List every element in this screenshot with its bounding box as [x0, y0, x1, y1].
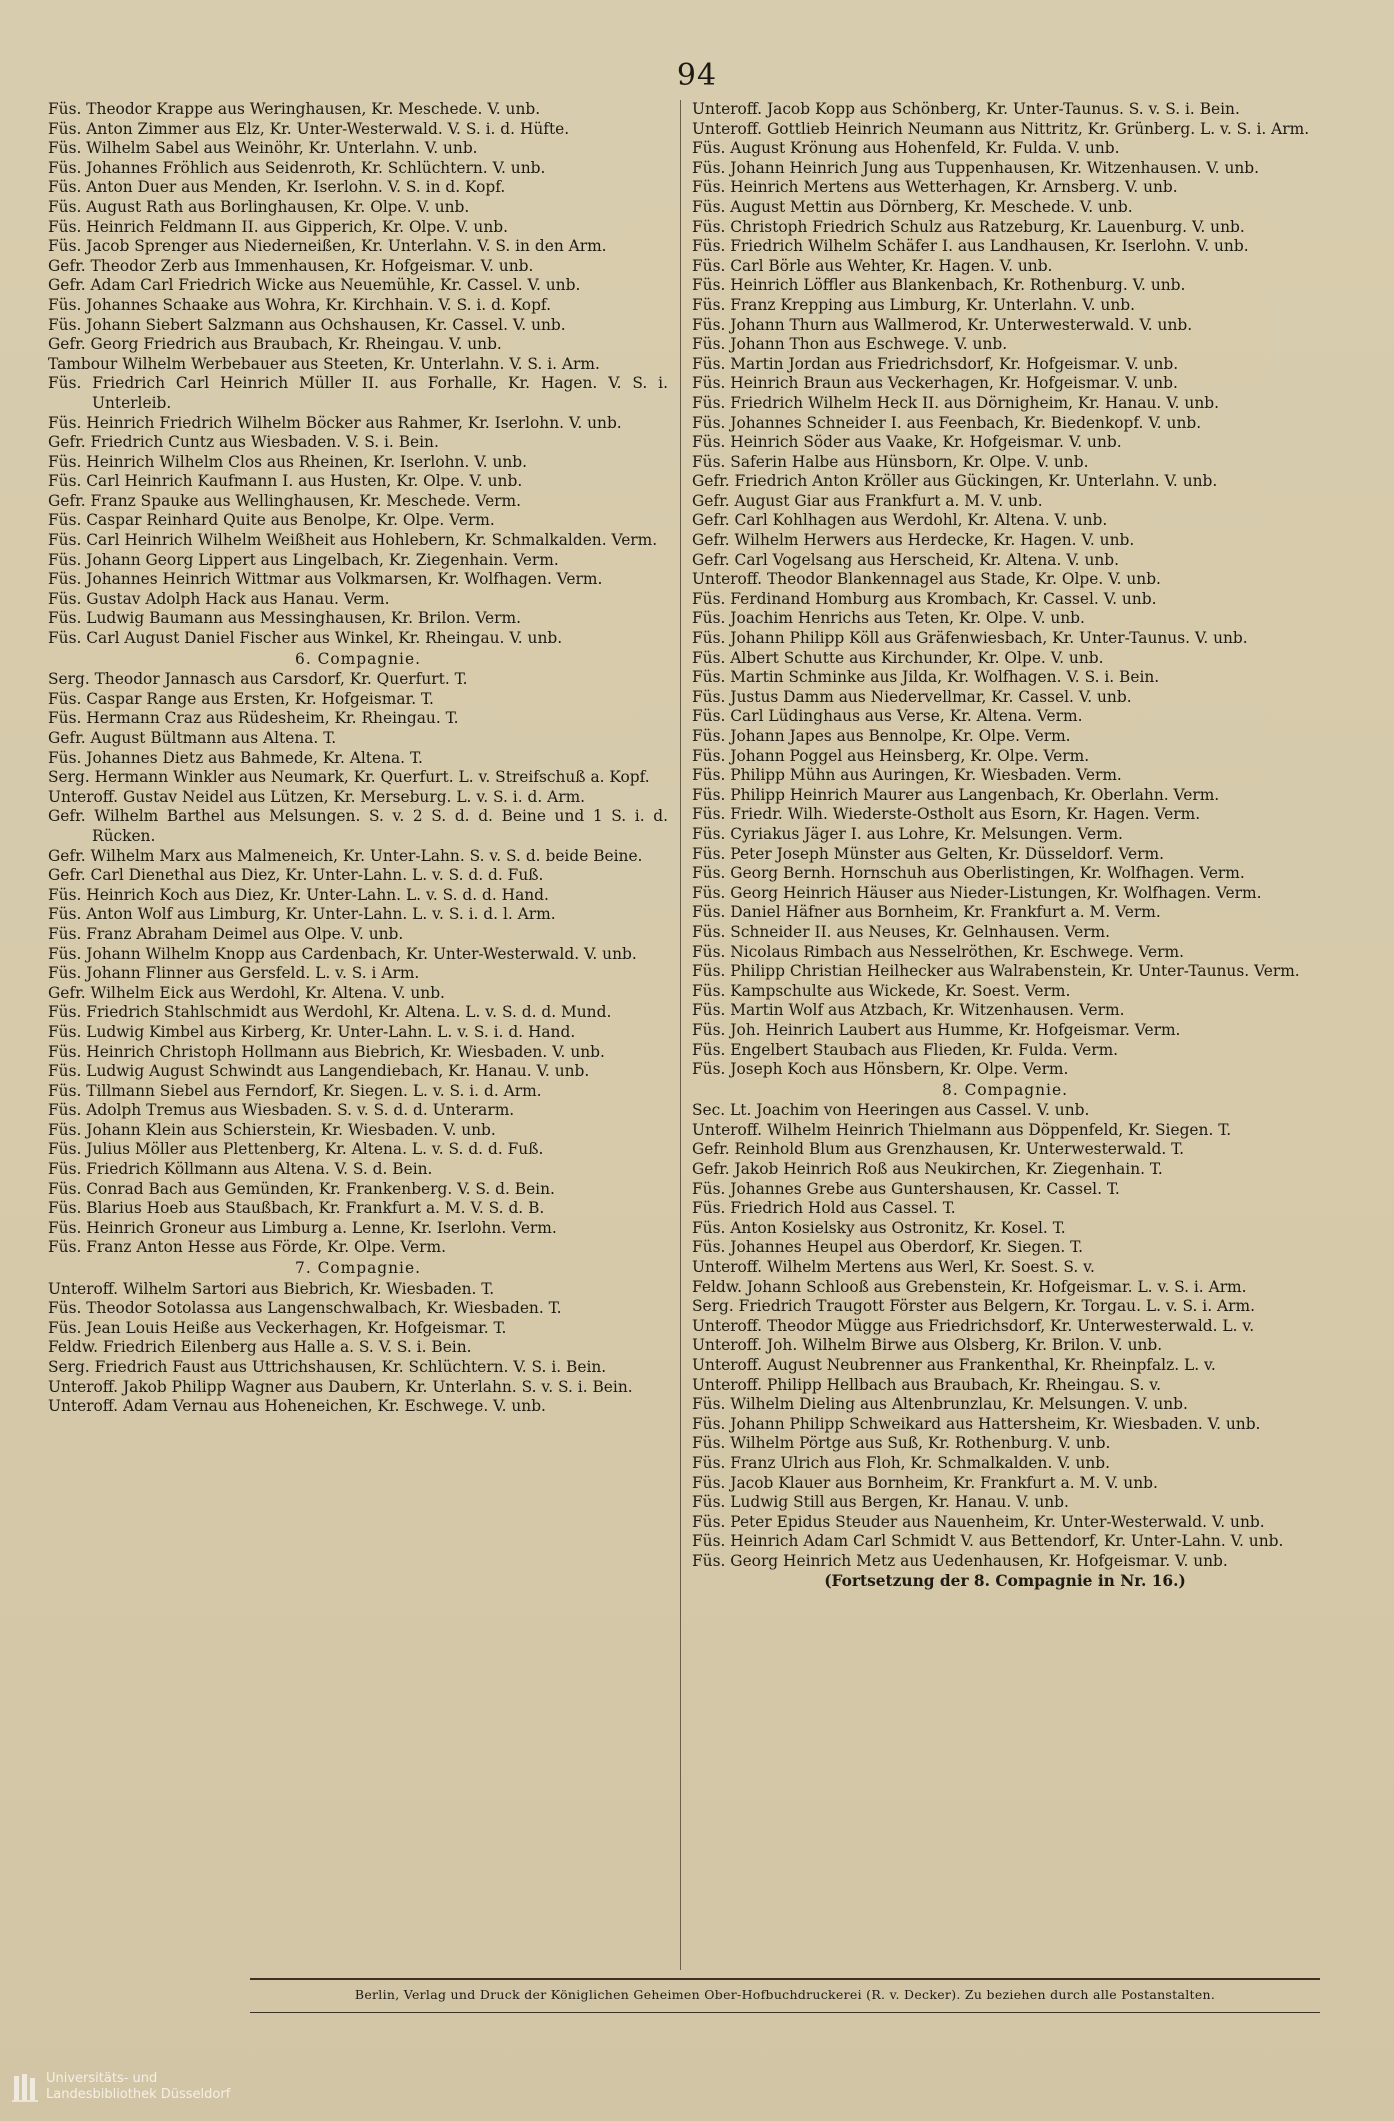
- casualty-entry: Füs. Johannes Grebe aus Guntershausen, Kr. Cassel. T.: [692, 1179, 1120, 1198]
- casualty-entry: Füs. Gustav Adolph Hack aus Hanau. Verm.: [48, 589, 390, 608]
- casualty-entry: Füs. Johann Klein aus Schierstein, Kr. Wiesbaden. V. unb.: [48, 1120, 496, 1139]
- casualty-entry: Füs. Philipp Heinrich Maurer aus Langenbach, Kr. Oberlahn. Verm.: [692, 785, 1220, 804]
- casualty-entry: Füs. Jean Louis Heiße aus Veckerhagen, Kr. Hofgeismar. T.: [48, 1318, 507, 1337]
- casualty-entry: Füs. August Rath aus Borlinghausen, Kr. Olpe. V. unb.: [48, 197, 470, 216]
- casualty-entry: Füs. Georg Bernh. Hornschuh aus Oberlistingen, Kr. Wolfhagen. Verm.: [692, 864, 1245, 883]
- casualty-entry: Füs. Johann Thurn aus Wallmerod, Kr. Unterwesterwald. V. unb.: [692, 315, 1193, 334]
- casualty-entry: Füs. Tillmann Siebel aus Ferndorf, Kr. Siegen. L. v. S. i. d. Arm.: [48, 1081, 542, 1100]
- casualty-entry: Füs. Heinrich Koch aus Diez, Kr. Unter-Lahn. L. v. S. d. d. Hand.: [48, 885, 549, 904]
- casualty-entry: Sec. Lt. Joachim von Heeringen aus Cassel. V. unb.: [692, 1101, 1090, 1120]
- casualty-entry: Füs. Anton Zimmer aus Elz, Kr. Unter-Westerwald. V. S. i. d. Hüfte.: [48, 119, 570, 138]
- casualty-entry: Serg. Theodor Jannasch aus Carsdorf, Kr. Querfurt. T.: [48, 670, 468, 689]
- casualty-entry: Füs. Heinrich Löffler aus Blankenbach, Kr. Rothenburg. V. unb.: [692, 276, 1186, 295]
- company-heading: 7. Compagnie.: [295, 1259, 421, 1278]
- casualty-entry: Füs. Heinrich Söder aus Vaake, Kr. Hofgeismar. V. unb.: [692, 433, 1122, 452]
- casualty-entry: Füs. Johannes Dietz aus Bahmede, Kr. Altena. T.: [48, 748, 423, 767]
- casualty-entry: Füs. Carl Börle aus Wehter, Kr. Hagen. V. unb.: [692, 256, 1053, 275]
- casualty-entry: Füs. Joh. Heinrich Laubert aus Humme, Kr. Hofgeismar. Verm.: [692, 1020, 1181, 1039]
- casualty-entry: Füs. Friedrich Köllmann aus Altena. V. S. d. Bein.: [48, 1160, 433, 1179]
- casualty-entry: Füs. Caspar Range aus Ersten, Kr. Hofgeismar. T.: [48, 689, 434, 708]
- casualty-entry: Füs. Ludwig Baumann aus Messinghausen, Kr. Brilon. Verm.: [48, 609, 521, 628]
- casualty-entry: Füs. Johann Philipp Schweikard aus Hattersheim, Kr. Wiesbaden. V. unb.: [692, 1414, 1261, 1433]
- casualty-entry: Gefr. August Giar aus Frankfurt a. M. V. unb.: [692, 491, 1043, 510]
- casualty-entry: Füs. Johann Flinner aus Gersfeld. L. v. S. i Arm.: [48, 964, 420, 983]
- casualty-entry: Füs. Jacob Klauer aus Bornheim, Kr. Frankfurt a. M. V. unb.: [692, 1473, 1158, 1492]
- casualty-entry: Gefr. Theodor Zerb aus Immenhausen, Kr. Hofgeismar. V. unb.: [48, 256, 534, 275]
- casualty-entry: Unteroff. Joh. Wilhelm Birwe aus Olsberg, Kr. Brilon. V. unb.: [692, 1336, 1163, 1355]
- casualty-entry: Unteroff. Philipp Hellbach aus Braubach, Kr. Rheingau. S. v.: [692, 1375, 1162, 1394]
- casualty-entry: Füs. Friedrich Carl Heinrich Müller II. aus Forhalle, Kr. Hagen. V. S. i. Unterleib.: [48, 374, 668, 412]
- casualty-entry: Füs. Johannes Heupel aus Oberdorf, Kr. Siegen. T.: [692, 1238, 1084, 1257]
- casualty-entry: Füs. Blarius Hoeb aus Staußbach, Kr. Frankfurt a. M. V. S. d. B.: [48, 1199, 545, 1218]
- casualty-entry: Füs. Anton Wolf aus Limburg, Kr. Unter-Lahn. L. v. S. i. d. l. Arm.: [48, 905, 556, 924]
- casualty-entry: Füs. Franz Krepping aus Limburg, Kr. Unterlahn. V. unb.: [692, 295, 1135, 314]
- casualty-entry: Füs. Franz Anton Hesse aus Förde, Kr. Olpe. Verm.: [48, 1238, 446, 1257]
- casualty-entry: Unteroff. Theodor Mügge aus Friedrichsdorf, Kr. Unterwesterwald. L. v.: [692, 1316, 1255, 1335]
- casualty-entry: Füs. Johann Wilhelm Knopp aus Cardenbach, Kr. Unter-Westerwald. V. unb.: [48, 944, 637, 963]
- casualty-entry: Füs. Wilhelm Pörtge aus Suß, Kr. Rothenburg. V. unb.: [692, 1434, 1111, 1453]
- casualty-entry: Serg. Friedrich Traugott Förster aus Belgern, Kr. Torgau. L. v. S. i. Arm.: [692, 1297, 1255, 1316]
- casualty-entry: Füs. Albert Schutte aus Kirchunder, Kr. Olpe. V. unb.: [692, 648, 1104, 667]
- casualty-entry: Füs. Friedr. Wilh. Wiederste-Ostholt aus Esorn, Kr. Hagen. Verm.: [692, 805, 1201, 824]
- casualty-entry: Füs. Anton Duer aus Menden, Kr. Iserlohn. V. S. in d. Kopf.: [48, 178, 506, 197]
- casualty-entry: Gefr. Franz Spauke aus Wellinghausen, Kr. Meschede. Verm.: [48, 491, 522, 510]
- casualty-entry: Füs. Jacob Sprenger aus Niederneißen, Kr. Unterlahn. V. S. in den Arm.: [48, 237, 607, 256]
- continuation-note: (Fortsetzung der 8. Compagnie in Nr. 16.): [824, 1571, 1186, 1590]
- column-divider: [680, 100, 681, 1970]
- library-watermark: [10, 2070, 230, 2104]
- left-column: [48, 100, 668, 1417]
- casualty-entry: Füs. Friedrich Wilhelm Schäfer I. aus Landhausen, Kr. Iserlohn. V. unb.: [692, 237, 1249, 256]
- casualty-entry: Füs. Anton Kosielsky aus Ostronitz, Kr. Kosel. T.: [692, 1218, 1066, 1237]
- casualty-entry: Tambour Wilhelm Werbebauer aus Steeten, Kr. Unterlahn. V. S. i. Arm.: [48, 354, 600, 373]
- casualty-entry: Füs. Martin Schminke aus Jilda, Kr. Wolfhagen. V. S. i. Bein.: [692, 668, 1160, 687]
- casualty-entry: Füs. Franz Ulrich aus Floh, Kr. Schmalkalden. V. unb.: [692, 1453, 1111, 1472]
- casualty-entry: Füs. Heinrich Friedrich Wilhelm Böcker aus Rahmer, Kr. Iserlohn. V. unb.: [48, 413, 622, 432]
- casualty-entry: Füs. Johann Japes aus Bennolpe, Kr. Olpe. Verm.: [692, 727, 1071, 745]
- casualty-entry: Unteroff. Gottlieb Heinrich Neumann aus Nittritz, Kr. Grünberg. L. v. S. i. Arm.: [692, 119, 1310, 138]
- casualty-entry: Unteroff. Wilhelm Sartori aus Biebrich, Kr. Wiesbaden. T.: [48, 1279, 495, 1298]
- casualty-entry: Füs. Theodor Krappe aus Weringhausen, Kr. Meschede. V. unb.: [48, 100, 541, 118]
- casualty-entry: Unteroff. Theodor Blankennagel aus Stade, Kr. Olpe. V. unb.: [692, 570, 1161, 589]
- casualty-entry: Füs. Wilhelm Dieling aus Altenbrunzlau, Kr. Melsungen. V. unb.: [692, 1395, 1188, 1414]
- casualty-entry: Füs. Daniel Häfner aus Bornheim, Kr. Frankfurt a. M. Verm.: [692, 903, 1161, 922]
- casualty-entry: Gefr. Wilhelm Herwers aus Herdecke, Kr. Hagen. V. unb.: [692, 531, 1135, 550]
- casualty-entry: Füs. Ludwig Still aus Bergen, Kr. Hanau. V. unb.: [692, 1493, 1069, 1512]
- casualty-entry: Füs. Heinrich Groneur aus Limburg a. Lenne, Kr. Iserlohn. Verm.: [48, 1218, 557, 1237]
- casualty-entry: Füs. Christoph Friedrich Schulz aus Ratzeburg, Kr. Lauenburg. V. unb.: [692, 217, 1245, 236]
- casualty-entry: Feldw. Friedrich Eilenberg aus Halle a. S. V. S. i. Bein.: [48, 1338, 472, 1357]
- casualty-entry: Füs. Joseph Koch aus Hönsbern, Kr. Olpe. Verm.: [692, 1060, 1069, 1079]
- casualty-entry: Gefr. Georg Friedrich aus Braubach, Kr. Rheingau. V. unb.: [48, 335, 502, 354]
- casualty-entry: Füs. Heinrich Wilhelm Clos aus Rheinen, Kr. Iserlohn. V. unb.: [48, 452, 528, 471]
- page-number: 94: [676, 58, 718, 93]
- casualty-entry: Gefr. Carl Vogelsang aus Herscheid, Kr. Altena. V. unb.: [692, 550, 1120, 569]
- casualty-entry: Füs. Justus Damm aus Niedervellmar, Kr. Cassel. V. unb.: [692, 687, 1132, 706]
- casualty-entry: Füs. Engelbert Staubach aus Flieden, Kr. Fulda. Verm.: [692, 1040, 1119, 1059]
- casualty-entry: Gefr. Wilhelm Eick aus Werdohl, Kr. Altena. V. unb.: [48, 983, 445, 1002]
- casualty-entry: Füs. Conrad Bach aus Gemünden, Kr. Frankenberg. V. S. d. Bein.: [48, 1179, 555, 1198]
- casualty-entry: Füs. August Mettin aus Dörnberg, Kr. Meschede. V. unb.: [692, 197, 1133, 216]
- footer-rule: [250, 1978, 1320, 1980]
- casualty-entry: Füs. Adolph Tremus aus Wiesbaden. S. v. S. d. d. Unterarm.: [48, 1101, 515, 1120]
- casualty-entry: Füs. Wilhelm Sabel aus Weinöhr, Kr. Unterlahn. V. unb.: [48, 139, 478, 158]
- casualty-entry: Unteroff. Adam Vernau aus Hoheneichen, Kr. Eschwege. V. unb.: [48, 1397, 546, 1416]
- casualty-entry: Füs. Heinrich Christoph Hollmann aus Biebrich, Kr. Wiesbaden. V. unb.: [48, 1042, 605, 1061]
- casualty-entry: Gefr. Carl Dienethal aus Diez, Kr. Unter-Lahn. L. v. S. d. d. Fuß.: [48, 866, 544, 885]
- casualty-entry: Füs. Carl Heinrich Kaufmann I. aus Husten, Kr. Olpe. V. unb.: [48, 472, 523, 491]
- casualty-entry: Füs. Johannes Fröhlich aus Seidenroth, Kr. Schlüchtern. V. unb.: [48, 158, 546, 177]
- casualty-entry: Füs. Johann Philipp Köll aus Gräfenwiesbach, Kr. Unter-Taunus. V. unb.: [692, 629, 1248, 648]
- company-heading: 6. Compagnie.: [295, 649, 421, 668]
- casualty-entry: Füs. Philipp Christian Heilhecker aus Walrabenstein, Kr. Unter-Taunus. Verm.: [692, 962, 1300, 981]
- casualty-entry: Gefr. Friedrich Anton Kröller aus Gückingen, Kr. Unterlahn. V. unb.: [692, 472, 1218, 491]
- casualty-entry: Gefr. Reinhold Blum aus Grenzhausen, Kr. Unterwesterwald. T.: [692, 1140, 1185, 1159]
- casualty-entry: Füs. Ludwig August Schwindt aus Langendiebach, Kr. Hanau. V. unb.: [48, 1062, 590, 1081]
- casualty-entry: Füs. Johann Poggel aus Heinsberg, Kr. Olpe. Verm.: [692, 746, 1090, 765]
- casualty-entry: Füs. Julius Möller aus Plettenberg, Kr. Altena. L. v. S. d. d. Fuß.: [48, 1140, 544, 1159]
- casualty-entry: Füs. Peter Epidus Steuder aus Nauenheim, Kr. Unter-Westerwald. V. unb.: [692, 1512, 1265, 1531]
- casualty-entry: Unteroff. Gustav Neidel aus Lützen, Kr. Merseburg. L. v. S. i. d. Arm.: [48, 787, 586, 806]
- casualty-entry: Unteroff. August Neubrenner aus Frankenthal, Kr. Rheinpfalz. L. v.: [692, 1356, 1216, 1374]
- casualty-entry: Füs. Johann Georg Lippert aus Lingelbach, Kr. Ziegenhain. Verm.: [48, 550, 559, 569]
- casualty-entry: Füs. Theodor Sotolassa aus Langenschwalbach, Kr. Wiesbaden. T.: [48, 1299, 562, 1318]
- casualty-entry: Füs. Johann Siebert Salzmann aus Ochshausen, Kr. Cassel. V. unb.: [48, 315, 566, 334]
- casualty-entry: Füs. Johannes Heinrich Wittmar aus Volkmarsen, Kr. Wolfhagen. Verm.: [48, 570, 603, 589]
- casualty-entry: Unteroff. Wilhelm Mertens aus Werl, Kr. Soest. S. v.: [692, 1258, 1095, 1277]
- casualty-entry: Gefr. Friedrich Cuntz aus Wiesbaden. V. S. i. Bein.: [48, 433, 439, 452]
- casualty-entry: Füs. Schneider II. aus Neuses, Kr. Gelnhausen. Verm.: [692, 922, 1111, 941]
- casualty-entry: Gefr. Jakob Heinrich Roß aus Neukirchen, Kr. Ziegenhain. T.: [692, 1160, 1163, 1179]
- right-column: [692, 100, 1318, 1591]
- casualty-entry: Unteroff. Wilhelm Heinrich Thielmann aus Döppenfeld, Kr. Siegen. T.: [692, 1120, 1232, 1139]
- casualty-entry: Unteroff. Jacob Kopp aus Schönberg, Kr. Unter-Taunus. S. v. S. i. Bein.: [692, 100, 1240, 118]
- casualty-entry: Füs. Johannes Schneider I. aus Feenbach, Kr. Biedenkopf. V. unb.: [692, 413, 1202, 432]
- footer-imprint: Berlin, Verlag und Druck der Königlichen Geheimen Ober-Hofbuchdruckerei (R. v. Decker). Zu beziehen durch alle Postanstalten.: [354, 1987, 1216, 2002]
- casualty-entry: Füs. August Krönung aus Hohenfeld, Kr. Fulda. V. unb.: [692, 139, 1120, 158]
- casualty-entry: Füs. Friedrich Wilhelm Heck II. aus Dörnigheim, Kr. Hanau. V. unb.: [692, 393, 1219, 412]
- casualty-entry: Füs. Cyriakus Jäger I. aus Lohre, Kr. Melsungen. Verm.: [692, 824, 1123, 843]
- casualty-entry: Unteroff. Jakob Philipp Wagner aus Daubern, Kr. Unterlahn. S. v. S. i. Bein.: [48, 1377, 633, 1396]
- casualty-entry: Füs. Saferin Halbe aus Hünsborn, Kr. Olpe. V. unb.: [692, 452, 1089, 471]
- casualty-entry: Füs. Friedrich Stahlschmidt aus Werdohl, Kr. Altena. L. v. S. d. d. Mund.: [48, 1003, 612, 1022]
- casualty-entry: Füs. Johannes Schaake aus Wohra, Kr. Kirchhain. V. S. i. d. Kopf.: [48, 295, 551, 314]
- casualty-entry: Füs. Johann Thon aus Eschwege. V. unb.: [692, 335, 1008, 354]
- company-heading: 8. Compagnie.: [942, 1080, 1068, 1099]
- casualty-entry: Gefr. Carl Kohlhagen aus Werdohl, Kr. Altena. V. unb.: [692, 511, 1108, 530]
- casualty-entry: Serg. Hermann Winkler aus Neumark, Kr. Querfurt. L. v. Streifschuß a. Kopf.: [48, 768, 650, 787]
- casualty-entry: Gefr. Adam Carl Friedrich Wicke aus Neuemühle, Kr. Cassel. V. unb.: [48, 276, 581, 295]
- casualty-entry: Füs. Martin Jordan aus Friedrichsdorf, Kr. Hofgeismar. V. unb.: [692, 354, 1179, 373]
- casualty-entry: Füs. Georg Heinrich Häuser aus Nieder-Listungen, Kr. Wolfhagen. Verm.: [692, 883, 1262, 902]
- footer-rule-bottom: [250, 2012, 1320, 2013]
- casualty-entry: Füs. Georg Heinrich Metz aus Uedenhausen, Kr. Hofgeismar. V. unb.: [692, 1551, 1228, 1570]
- casualty-entry: Füs. Carl August Daniel Fischer aus Winkel, Kr. Rheingau. V. unb.: [48, 629, 563, 648]
- casualty-entry: Füs. Franz Abraham Deimel aus Olpe. V. unb.: [48, 924, 404, 943]
- casualty-entry: Gefr. August Bültmann aus Altena. T.: [48, 729, 337, 747]
- casualty-entry: Füs. Carl Heinrich Wilhelm Weißheit aus Hohlebern, Kr. Schmalkalden. Verm.: [48, 531, 658, 550]
- casualty-entry: Füs. Peter Joseph Münster aus Gelten, Kr. Düsseldorf. Verm.: [692, 844, 1164, 863]
- casualty-entry: Füs. Heinrich Adam Carl Schmidt V. aus Bettendorf, Kr. Unter-Lahn. V. unb.: [692, 1532, 1284, 1551]
- casualty-entry: Füs. Heinrich Feldmann II. aus Gipperich, Kr. Olpe. V. unb.: [48, 217, 509, 236]
- casualty-entry: Füs. Joachim Henrichs aus Teten, Kr. Olpe. V. unb.: [692, 609, 1085, 628]
- casualty-entry: Füs. Caspar Reinhard Quite aus Benolpe, Kr. Olpe. Verm.: [48, 511, 495, 530]
- casualty-entry: Füs. Kampschulte aus Wickede, Kr. Soest. Verm.: [692, 981, 1071, 1000]
- casualty-entry: Füs. Philipp Mühn aus Auringen, Kr. Wiesbaden. Verm.: [692, 766, 1122, 785]
- library-label-line2: Landesbibliothek Düsseldorf: [46, 2087, 231, 2102]
- casualty-entry: Füs. Heinrich Mertens aus Wetterhagen, Kr. Arnsberg. V. unb.: [692, 178, 1178, 197]
- casualty-entry: Füs. Ludwig Kimbel aus Kirberg, Kr. Unter-Lahn. L. v. S. i. d. Hand.: [48, 1022, 576, 1041]
- casualty-entry: Füs. Friedrich Hold aus Cassel. T.: [692, 1199, 956, 1218]
- casualty-entry: Gefr. Wilhelm Barthel aus Melsungen. S. v. 2 S. d. d. Beine und 1 S. i. d. Rücken.: [48, 807, 668, 845]
- casualty-entry: Feldw. Johann Schlooß aus Grebenstein, Kr. Hofgeismar. L. v. S. i. Arm.: [692, 1277, 1247, 1296]
- casualty-entry: Füs. Nicolaus Rimbach aus Nesselröthen, Kr. Eschwege. Verm.: [692, 942, 1185, 961]
- library-label-line1: Universitäts- und: [46, 2071, 158, 2086]
- library-logo-icon: [10, 2070, 40, 2104]
- casualty-entry: Serg. Friedrich Faust aus Uttrichshausen, Kr. Schlüchtern. V. S. i. Bein.: [48, 1358, 607, 1376]
- casualty-entry: Füs. Carl Lüdinghaus aus Verse, Kr. Altena. Verm.: [692, 707, 1083, 726]
- casualty-entry: Füs. Ferdinand Homburg aus Krombach, Kr. Cassel. V. unb.: [692, 589, 1157, 608]
- casualty-entry: Füs. Hermann Craz aus Rüdesheim, Kr. Rheingau. T.: [48, 709, 459, 728]
- casualty-entry: Füs. Johann Heinrich Jung aus Tuppenhausen, Kr. Witzenhausen. V. unb.: [692, 158, 1260, 177]
- casualty-entry: Füs. Heinrich Braun aus Veckerhagen, Kr. Hofgeismar. V. unb.: [692, 374, 1178, 393]
- casualty-entry: Füs. Martin Wolf aus Atzbach, Kr. Witzenhausen. Verm.: [692, 1001, 1125, 1020]
- casualty-entry: Gefr. Wilhelm Marx aus Malmeneich, Kr. Unter-Lahn. S. v. S. d. beide Beine.: [48, 846, 643, 865]
